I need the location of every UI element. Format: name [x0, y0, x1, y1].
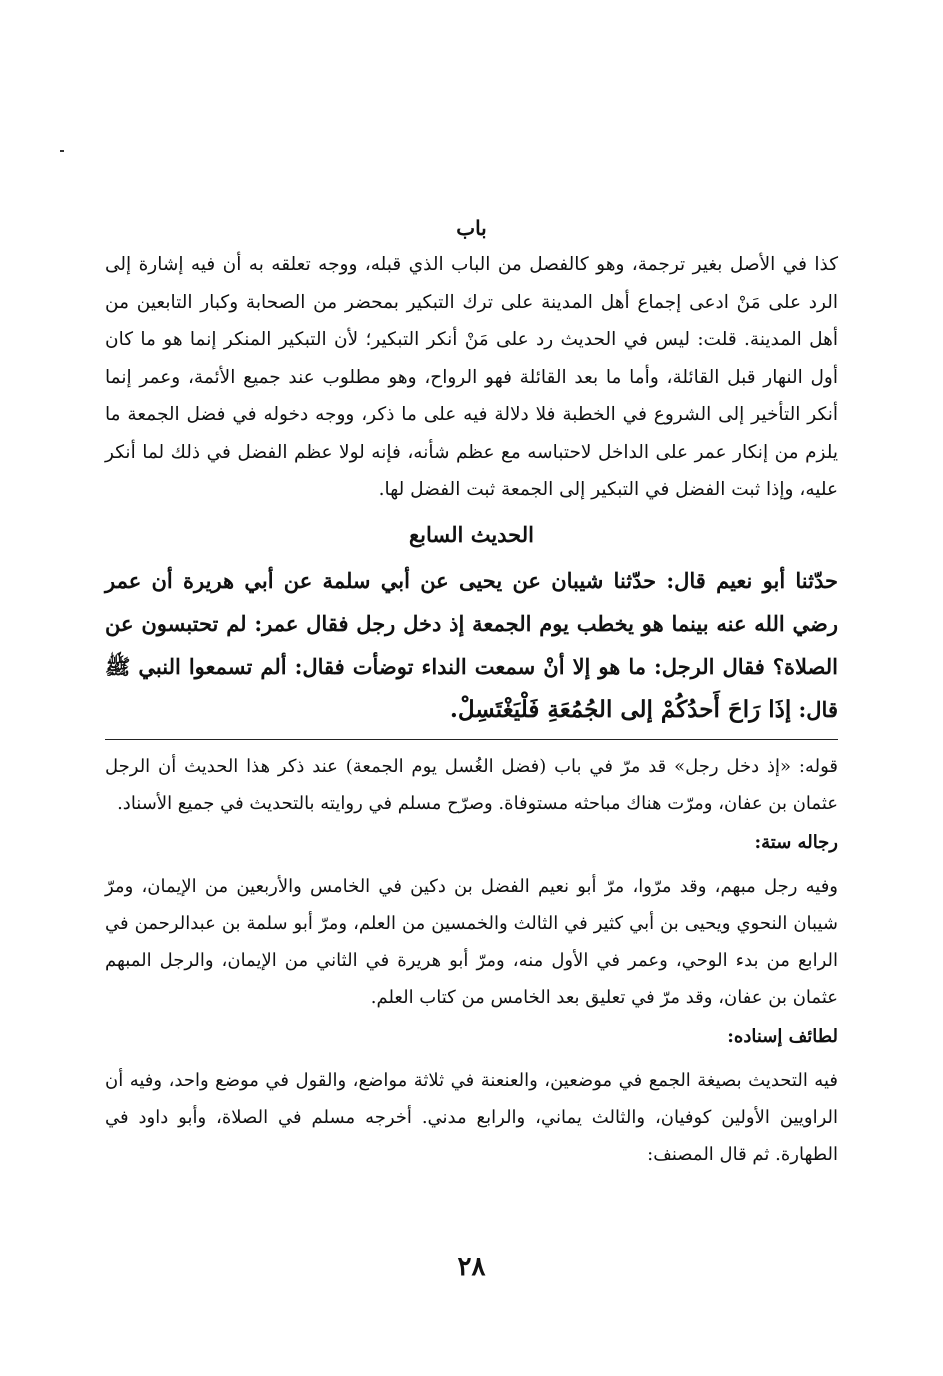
hadith-body: حدّثنا أبو نعيم قال: حدّثنا شيبان عن يحيى عن أبي سلمة عن أبي هريرة أن عمر رضي الله عنه بينما هو يخطب يوم الجمعة إذ دخل رجل فقال عمر: لم تحتبسون عن الصلاة؟ فقال الرجل: ما هو إلا أنْ سمعت النداء توضأت فقال: ألم تسمعوا النبي ﷺ قال:: [105, 567, 838, 722]
isnad-paragraph: فيه التحديث بصيغة الجمع في موضعين، والعنعنة في ثلاثة مواضع، والقول في موضع واحد، وفيه أن الراويين الأولين كوفيان، والثالث يماني، والرابع مدني. أخرجه مسلم في الصلاة، وأبو داود في الطهارة. ثم قال المصنف:: [105, 1069, 838, 1165]
section-heading: الحديث السابع: [409, 521, 534, 547]
commentary-paragraph: قوله: «إذ دخل رجل» قد مرّ في باب (فضل الغُسل يوم الجمعة) عند ذكر هذا الحديث أن الرجل عثمان بن عفان، ومرّت هناك مباحثه مستوفاة. وصرّح مسلم في روايته بالتحديث في جميع الأسناد.: [105, 755, 838, 814]
narrators-heading: رجاله ستة:: [754, 831, 838, 853]
page-body: [105, 210, 838, 1173]
scan-speck: [60, 150, 64, 152]
chapter-title: باب: [456, 216, 487, 240]
hadith-prophetic-saying: إذَا رَاحَ أَحدُكُمْ إلى الجُمُعَةِ فَلْيَغْتَسِلْ.: [449, 695, 792, 723]
hadith-text: [105, 559, 838, 731]
page-number: ٢٨: [457, 1252, 486, 1282]
separator-rule: [105, 739, 838, 740]
intro-paragraph: كذا في الأصل بغير ترجمة، وهو كالفصل من الباب الذي قبله، ووجه تعلقه به أن فيه إشارة إلى الرد على مَنْ ادعى إجماع أهل المدينة على ترك التبكير بمحضر من الصحابة وكبار التابعين من أهل المدينة. قلت: ليس في الحديث رد على مَنْ أنكر التبكير؛ لأن التبكير المنكر إنما هو ما كان أول النهار قبل القائلة، وأما ما بعد القائلة فهو الرواح، وهو مطلوب عند جميع الأئمة، وعمر إنما أنكر التأخير إلى الشروع في الخطبة فلا دلالة فيه على ما ذكر، ووجه دخوله في فضل الجمعة ما يلزم من إنكار عمر على الداخل لاحتباسه مع عظم شأنه، فإنه لولا عظم الفضل في ذلك لما أنكر عليه، وإذا ثبت الفضل في التبكير إلى الجمعة ثبت الفضل لها.: [105, 254, 839, 500]
isnad-heading: لطائف إسناده:: [727, 1025, 838, 1047]
narrators-paragraph: وفيه رجل مبهم، وقد مرّوا، مرّ أبو نعيم الفضل بن دكين في الخامس والأربعين من الإيمان، ومرّ شيبان النحوي ويحيى بن أبي كثير في الثالث والخمسين من العلم، ومرّ أبو سلمة بن عبدالرحمن في الرابع من بدء الوحي، وعمر في الأول منه، ومرّ أبو هريرة في الثاني من الإيمان، والرجل المبهم عثمان بن عفان، وقد مرّ في تعليق بعد الخامس من كتاب العلم.: [105, 875, 838, 1008]
